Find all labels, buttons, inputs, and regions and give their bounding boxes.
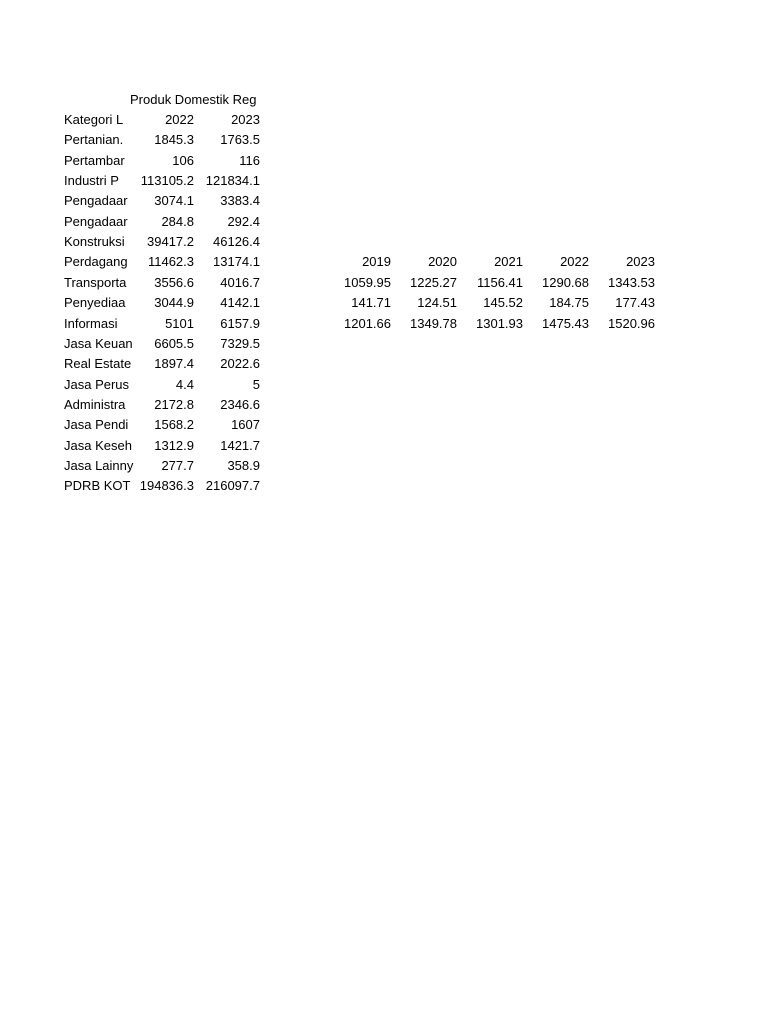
row-value-2023: 1763.5 xyxy=(220,132,260,148)
row-label: Penyediaa xyxy=(64,295,126,311)
row-value-2022: 3074.1 xyxy=(154,193,194,209)
side-cell: 145.52 xyxy=(483,295,523,311)
row-label: Pertambar xyxy=(64,152,125,168)
row-value-2023: 5 xyxy=(252,376,260,392)
side-cell: 1343.53 xyxy=(608,274,655,290)
row-value-2023: 3383.4 xyxy=(220,193,260,209)
row-value-2023: 7329.5 xyxy=(220,335,260,351)
row-value-2022: 3556.6 xyxy=(154,274,194,290)
row-value-2022: 106 xyxy=(172,152,194,168)
row-label: Pengadaar xyxy=(64,193,128,209)
side-cell: 1156.41 xyxy=(476,274,523,290)
row-value-2023: 2346.6 xyxy=(220,396,260,412)
row-value-2023: 1421.7 xyxy=(220,437,260,453)
row-value-2023: 6157.9 xyxy=(220,315,260,331)
side-header-year: 2019 xyxy=(362,254,391,270)
row-value-2023: 4016.7 xyxy=(220,274,260,290)
row-value-2023: 1607 xyxy=(231,417,260,433)
header-2023: 2023 xyxy=(231,112,260,127)
row-label: Pengadaar xyxy=(64,213,128,229)
side-cell: 1059.95 xyxy=(344,274,391,290)
row-value-2022: 11462.3 xyxy=(147,254,194,270)
row-value-2022: 1568.2 xyxy=(154,417,194,433)
row-label: Jasa Keseh xyxy=(64,437,132,453)
side-cell: 184.75 xyxy=(549,295,589,311)
row-value-2023: 216097.7 xyxy=(205,478,260,494)
row-value-2022: 2172.8 xyxy=(154,396,194,412)
row-value-2022: 6605.5 xyxy=(154,335,194,351)
row-value-2022: 194836.3 xyxy=(139,478,194,494)
row-label: PDRB KOT xyxy=(64,478,131,494)
row-value-2022: 5101 xyxy=(165,315,194,331)
row-label: Industri P xyxy=(64,173,119,189)
row-value-2022: 3044.9 xyxy=(154,295,194,311)
side-cell: 1301.93 xyxy=(476,315,523,331)
side-cell: 1290.68 xyxy=(542,274,589,290)
row-label: Jasa Keuan xyxy=(64,335,133,351)
sheet-title: Produk Domestik Reg xyxy=(130,92,257,107)
row-value-2022: 1845.3 xyxy=(154,132,194,148)
row-label: Jasa Pendi xyxy=(64,417,129,433)
row-value-2022: 277.7 xyxy=(161,457,194,473)
side-cell: 1201.66 xyxy=(344,315,391,331)
row-value-2023: 13174.1 xyxy=(213,254,260,270)
row-value-2022: 4.4 xyxy=(175,376,194,392)
side-header-year: 2022 xyxy=(560,254,589,270)
row-label: Konstruksi xyxy=(64,234,125,250)
side-cell: 1475.43 xyxy=(542,315,589,331)
row-value-2023: 292.4 xyxy=(227,213,260,229)
row-label: Real Estate xyxy=(64,356,132,372)
row-value-2022: 39417.2 xyxy=(147,234,194,250)
side-cell: 1225.27 xyxy=(410,274,457,290)
side-header-year: 2023 xyxy=(626,254,655,270)
row-value-2023: 121834.1 xyxy=(205,173,260,189)
side-cell: 141.71 xyxy=(351,295,391,311)
row-value-2023: 2022.6 xyxy=(220,356,260,372)
row-label: Transporta xyxy=(64,274,127,290)
row-value-2023: 116 xyxy=(239,152,260,168)
side-header-year: 2021 xyxy=(494,254,523,270)
row-value-2022: 113105.2 xyxy=(140,173,194,189)
row-label: Perdagang xyxy=(64,254,128,270)
row-label: Jasa Lainny xyxy=(64,457,134,473)
row-value-2023: 358.9 xyxy=(227,457,260,473)
row-label: Administra xyxy=(64,396,126,412)
row-label: Jasa Perus xyxy=(64,376,130,392)
side-cell: 1520.96 xyxy=(608,315,655,331)
row-value-2022: 284.8 xyxy=(161,213,194,229)
row-value-2023: 4142.1 xyxy=(220,295,260,311)
header-category: Kategori L xyxy=(64,112,124,127)
row-value-2022: 1897.4 xyxy=(154,356,194,372)
row-label: Informasi xyxy=(64,315,118,331)
row-value-2022: 1312.9 xyxy=(154,437,194,453)
header-2022: 2022 xyxy=(165,112,194,127)
side-header-year: 2020 xyxy=(428,254,457,270)
side-cell: 1349.78 xyxy=(410,315,457,331)
side-cell: 177.43 xyxy=(615,295,655,311)
row-label: Pertanian. xyxy=(64,132,124,148)
side-cell: 124.51 xyxy=(417,295,457,311)
row-value-2023: 46126.4 xyxy=(213,234,260,250)
